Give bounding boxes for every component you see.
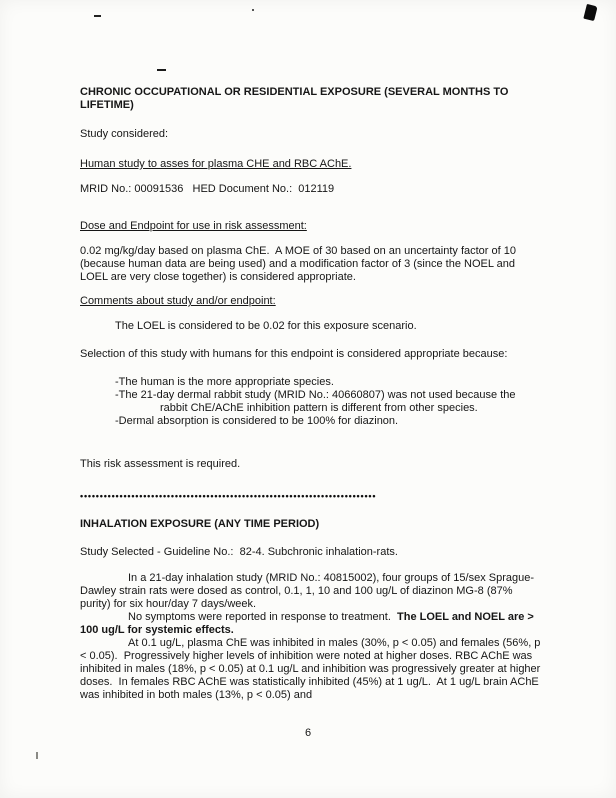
dotted-section-separator: ••••••••••••••••••••••••••••••••••••••••••••••••••••••••••••••••••••••••••• <box>80 491 377 501</box>
scan-artifact-dot-top <box>252 9 254 11</box>
scan-artifact-corner-mark <box>583 4 597 21</box>
dose-endpoint-paragraph: 0.02 mg/kg/day based on plasma ChE. A MOE of 30 based on an uncertainty factor of 10 (because human data are being used) and a modification factor of 3 (since the NOEL and LOEL are very close together) is considered appropriate. <box>80 245 520 283</box>
page-number: 6 <box>304 727 312 739</box>
selection-statement: Selection of this study with humans for this endpoint is considered appropriate because: <box>80 348 508 360</box>
loel-statement: The LOEL is considered to be 0.02 for this exposure scenario. <box>115 320 417 332</box>
symptoms-text: No symptoms were reported in response to treatment. <box>128 611 398 623</box>
document-content <box>80 86 544 702</box>
inhalation-paragraph-symptoms <box>80 611 544 637</box>
dose-endpoint-heading: Dose and Endpoint for use in risk assessment: <box>80 220 307 232</box>
mrid-hed-line: MRID No.: 00091536 HED Document No.: 012119 <box>80 183 335 195</box>
inhalation-paragraph-inhibition-results: At 0.1 ug/L, plasma ChE was inhibited in males (30%, p < 0.05) and females (56%, p < 0.05). Progressively higher levels of inhibition were noted at higher doses. RBC AChE was inhibited in males (18%, p < 0.05) at 0.1 ug/L and inhibition was progressively greater at higher doses. In females RBC AChE was statistically inhibited (45%) at 1 ug/L. At 1 ug/L brain AChE was inhibited in both males (13%, p < 0.05) and <box>80 637 544 701</box>
selection-reason-rabbit-study: -The 21-day dermal rabbit study (MRID No.: 40660807) was not used because the rabbit ChE/AChE inhibition pattern is different from other species. <box>115 389 519 414</box>
risk-assessment-required-statement: This risk assessment is required. <box>80 458 241 470</box>
selection-reason-species: -The human is the more appropriate species. <box>115 376 334 388</box>
loel-noel-bold-text: The LOEL and NOEL are > 100 ug/L for systemic effects. <box>80 611 537 636</box>
inhalation-paragraph-study-design: In a 21-day inhalation study (MRID No.: 40815002), four groups of 15/sex Sprague-Dawley strain rats were dosed as control, 0.1, 1, 10 and 100 ug/L of diazinon MG-8 (87% purity) for six hour/day 7 days/week. <box>80 572 535 610</box>
comments-heading: Comments about study and/or endpoint: <box>80 295 276 307</box>
section-heading-inhalation-exposure: INHALATION EXPOSURE (ANY TIME PERIOD) <box>80 518 320 530</box>
scan-artifact-dash-above-heading <box>157 69 166 71</box>
study-considered-label: Study considered: <box>80 128 169 140</box>
scan-artifact-dash-top <box>94 15 101 17</box>
study-title-underlined: Human study to asses for plasma CHE and RBC AChE. <box>80 158 352 170</box>
section-heading-chronic-exposure: CHRONIC OCCUPATIONAL OR RESIDENTIAL EXPOSURE (SEVERAL MONTHS TO LIFETIME) <box>80 86 512 111</box>
selection-reason-list <box>115 376 544 428</box>
study-selected-line: Study Selected - Guideline No.: 82-4. Subchronic inhalation-rats. <box>80 546 398 558</box>
selection-reason-dermal-absorption: -Dermal absorption is considered to be 100% for diazinon. <box>115 415 399 427</box>
scan-artifact-tick-bottom-left <box>36 752 38 759</box>
